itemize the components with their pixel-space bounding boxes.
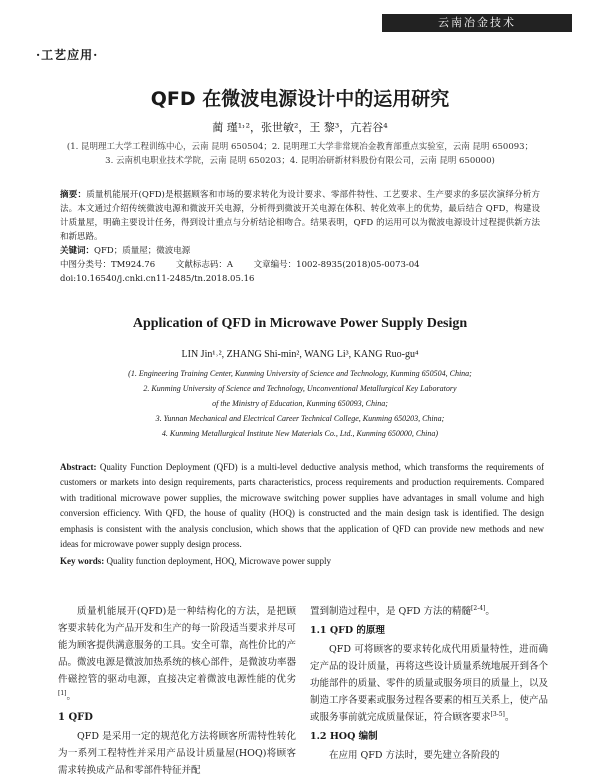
english-affiliation-line: (1. Engineering Training Center, Kunming University of Science and Technology, Kunming 650504, China; (128, 369, 472, 378)
chinese-abstract (60, 188, 540, 286)
english-abstract (60, 460, 544, 570)
chinese-keywords: QFD；质量屋；微波电源 (94, 246, 191, 256)
chinese-keywords-label: 关键词： (60, 246, 95, 256)
english-abstract-text: Quality Function Deployment (QFD) is a multi-level deductive analysis method, which transforms the requirements of customers or markets into design requirements, parts characteristics, process requirements and production requirements. Compared with traditional microwave power supplies, the microwave switching power supplies have advantages in small volume and high conversion efficiency. With QFD, the house of quality (HOQ) is constructed and the main design task is identified. The design emphasis is consistent with the analysis conclusion, which shows that the application of QFD can provide new methods and new ideas for microwave power supply design process. (60, 462, 544, 550)
english-authors: LIN Jin¹˒², ZHANG Shi-min², WANG Li³, KANG Ruo-gu⁴ (181, 349, 419, 360)
citation: [2-4] (471, 604, 486, 612)
chinese-abstract-label: 摘要： (60, 190, 87, 200)
intro-paragraph (58, 603, 296, 705)
citation: [3-5] (490, 710, 505, 718)
english-affiliation-line: 2. Kunming University of Science and Technology, Unconventional Metallurgical Key Laboratory (143, 384, 457, 393)
continued-paragraph (310, 603, 548, 620)
section-tag: ·工艺应用· (36, 48, 99, 62)
english-abstract-label: Abstract: (60, 462, 97, 472)
chinese-affiliation-line: (1. 昆明理工大学工程训练中心，云南 昆明 650504；2. 昆明理工大学非常规冶金教育部重点实验室，云南 昆明 650093； (66, 142, 534, 152)
chinese-affiliations (36, 140, 564, 168)
classification-line (60, 258, 540, 272)
journal-banner: 云南冶金技术 (382, 14, 572, 32)
section11-paragraph (310, 641, 548, 726)
document-code: 文献标志码：A (175, 260, 233, 270)
chinese-abstract-text: 质量机能展开(QFD)是根据顾客和市场的要求转化为设计要求、零部件特性、工艺要求、生产要求的多层次演绎分析方法。本文通过介绍传统微波电源和微波开关电源，分析得到微波开关电源在体积、转化效率上的优势，最后结合 QFD，构建设计质量屋，明确主要设计任务，得到设计重点与分析结论相吻合。结果表明，QFD 的运用可以为微波电源设计过程提供新方法和新思路。 (60, 190, 540, 242)
section12-paragraph: 在应用 QFD 方法时，要先建立各阶段的 (329, 750, 500, 761)
doi: doi:10.16540/j.cnki.cn11-2485/tn.2018.05.16 (60, 274, 255, 284)
english-affiliation-line: 4. Kunming Metallurgical Institute New Materials Co., Ltd., Kunming 650000, China) (161, 429, 439, 438)
section11-text: QFD 可将顾客的要求转化成代用质量特性，进而确定产品的设计质量，再将这些设计质量系统地展开到各个功能部件的质量、零件的质量或服务项目的质量上，以及制造工序各要素或服务过程各要素的相互关系上，使产品或服务事前就完成质量保证，符合顾客要求 (310, 644, 548, 723)
english-affiliation-line: 3. Yunnan Mechanical and Electrical Career Technical College, Kunming 650203, China; (155, 414, 445, 423)
section-heading-hoq: 1.2 HOQ 编制 (310, 731, 378, 742)
body-column-left (58, 603, 296, 779)
section-heading-principle: 1.1 QFD 的原理 (310, 625, 385, 636)
continued-text: 置到制造过程中，是 QFD 方法的精髓 (310, 606, 472, 617)
english-title: Application of QFD in Microwave Power Supply Design (132, 316, 468, 331)
english-keywords: Quality function deployment, HOQ, Microwave power supply (106, 556, 331, 567)
section11-end: 。 (504, 712, 515, 723)
chinese-title: QFD 在微波电源设计中的运用研究 (150, 88, 450, 110)
citation: [1] (58, 689, 67, 697)
chinese-affiliation-line: 3. 云南机电职业技术学院，云南 昆明 650203；4. 昆明冶研新材料股份有限公司，云南 昆明 650000) (105, 156, 495, 166)
intro-text: 质量机能展开(QFD)是一种结构化的方法，是把顾客要求转化为产品开发和生产的每一阶段适当要求并尽可能为顾客提供满意服务的工具。安全可靠，高性价比的产品。微波电源是微波加热系统的核心部件，是微波功率器件磁控管的驱动电源，直接决定着微波电源性能的优劣 (58, 606, 296, 685)
chinese-authors: 蔺 瑾¹˒²，张世敏²，王 黎³，亢若谷⁴ (212, 121, 388, 134)
english-affiliations (40, 366, 560, 441)
class-number: 中图分类号：TM924.76 (60, 260, 156, 270)
body-column-right (310, 603, 548, 764)
english-affiliation-line: of the Ministry of Education, Kunming 650093, China; (212, 399, 388, 408)
section1-paragraph: QFD 是采用一定的规范化方法将顾客所需特性转化为一系列工程特性并采用产品设计质量屋(HOQ)将顾客需求转换成产品和零部件特征并配 (58, 731, 296, 776)
continued-end: 。 (485, 606, 495, 617)
english-keywords-label: Key words: (60, 556, 105, 567)
article-number: 文章编号：1002-8935(2018)05-0073-04 (253, 260, 420, 270)
intro-end: 。 (66, 691, 77, 702)
section-heading-qfd: 1 QFD (58, 712, 93, 723)
